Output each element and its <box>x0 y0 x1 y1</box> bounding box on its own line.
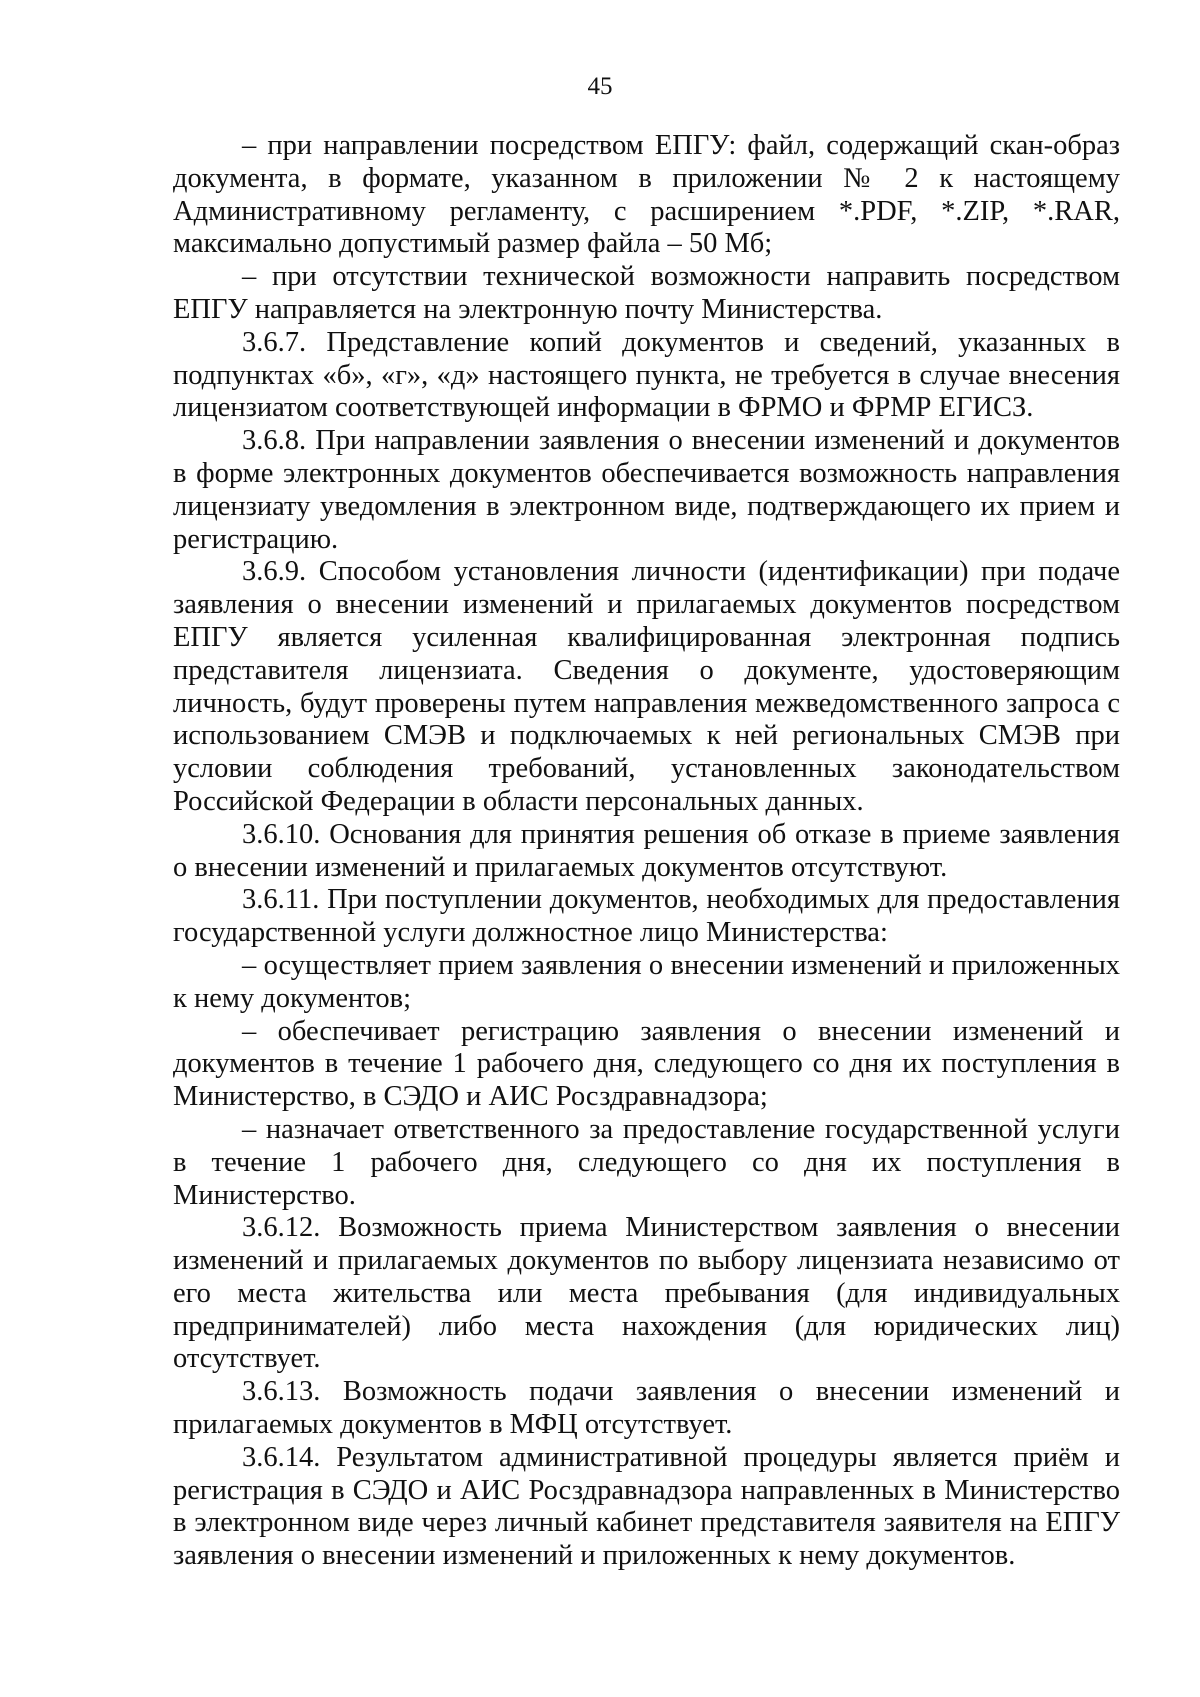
paragraph-3-6-13: 3.6.13. Возможность подачи заявления о внесении изменений и прилагаемых документов в МФЦ отсутствует. <box>173 1376 1120 1441</box>
paragraph-3-6-9: 3.6.9. Способом установления личности (идентификации) при подаче заявления о внесении изменений и прилагаемых документов посредством ЕПГУ является усиленная квалифицированная электронная подпись представителя лицензиата. Сведения о документе, удостоверяющим личность, будут проверены путем направления межведомственного запроса с использованием СМЭВ и подключаемых к ней региональных СМЭВ при условии соблюдения требований, установленных законодательством Российской Федерации в области персональных данных. <box>173 556 1120 817</box>
page-number: 45 <box>587 73 613 100</box>
list-item-accepts-application: – осуществляет прием заявления о внесении изменений и приложенных к нему документов; <box>173 949 1120 1014</box>
document-body <box>173 130 1120 1573</box>
paragraph-3-6-12: 3.6.12. Возможность приема Министерством заявления о внесении изменений и прилагаемых документов по выбору лицензиата независимо от его места жительства или места пребывания (для индивидуальных предпринимателей) либо места нахождения (для юридических лиц) отсутствует. <box>173 1212 1120 1375</box>
paragraph-3-6-14: 3.6.14. Результатом административной процедуры является приём и регистрация в СЭДО и АИС Росздравнадзора направленных в Министерство в электронном виде через личный кабинет представителя заявителя на ЕПГУ заявления о внесении изменений и приложенных к нему документов. <box>173 1441 1120 1572</box>
paragraph-3-6-10: 3.6.10. Основания для принятия решения об отказе в приеме заявления о внесении изменений и прилагаемых документов отсутствуют. <box>173 818 1120 883</box>
paragraph-3-6-7: 3.6.7. Представление копий документов и сведений, указанных в подпунктах «б», «г», «д» настоящего пункта, не требуется в случае внесения лицензиатом соответствующей информации в ФРМО и ФРМР ЕГИСЗ. <box>173 326 1120 424</box>
paragraph-3-6-8: 3.6.8. При направлении заявления о внесении изменений и документов в форме электронных документов обеспечивается возможность направления лицензиату уведомления в электронном виде, подтверждающего их прием и регистрацию. <box>173 425 1120 555</box>
list-item-registers-application: – обеспечивает регистрацию заявления о внесении изменений и документов в течение 1 рабочего дня, следующего со дня их поступления в Министерство, в СЭДО и АИС Росздравнадзора; <box>173 1015 1120 1113</box>
paragraph-3-6-11: 3.6.11. При поступлении документов, необходимых для предоставления государственной услуги должностное лицо Министерства: <box>173 884 1120 949</box>
paragraph-epgu-file-format: – при направлении посредством ЕПГУ: файл, содержащий скан-образ документа, в формате, указанном в приложении № 2 к настоящему Административному регламенту, с расширением *.PDF, *.ZIP, *.RAR, максимально допустимый размер файла – 50 Мб; <box>173 130 1120 260</box>
list-item-assigns-responsible: – назначает ответственного за предоставление государственной услуги в течение 1 рабочего дня, следующего со дня их поступления в Министерство. <box>173 1113 1120 1211</box>
paragraph-epgu-email-fallback: – при отсутствии технической возможности направить посредством ЕПГУ направляется на электронную почту Министерства. <box>173 261 1120 325</box>
